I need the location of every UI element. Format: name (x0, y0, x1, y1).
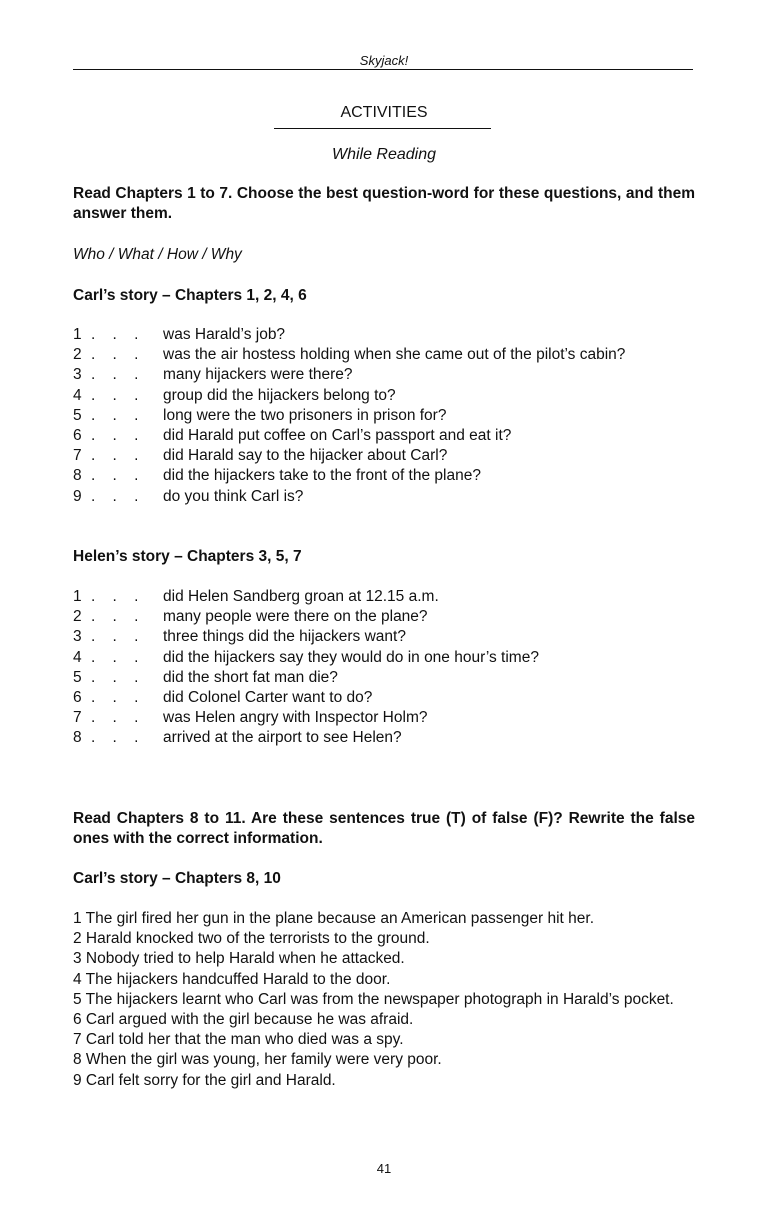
statement-item: 8 When the girl was young, her family were very poor. (73, 1051, 442, 1069)
question-item (73, 648, 713, 668)
question-item (73, 688, 713, 708)
question-item (73, 345, 713, 365)
question-item (73, 325, 713, 345)
blank-dots: . . . (91, 729, 139, 747)
statement-item: 4 The hijackers handcuffed Harald to the door. (73, 970, 391, 988)
part1-instruction: Read Chapters 1 to 7. Choose the best question-word for these questions, and them answer them. (73, 185, 695, 222)
question-text: three things did the hijackers want? (163, 628, 406, 646)
question-item (73, 365, 713, 385)
section-title: ACTIVITIES (340, 104, 428, 121)
blank-dots: . . . (91, 608, 139, 626)
question-text: did Harald put coffee on Carl’s passport and eat it? (163, 426, 512, 444)
question-number: 7 (73, 709, 82, 727)
question-item (73, 446, 713, 466)
header-rule (73, 69, 693, 70)
question-number: 1 (73, 588, 82, 605)
carl-story-heading: Carl’s story – Chapters 1, 2, 4, 6 (73, 287, 307, 304)
question-item (73, 708, 713, 728)
question-number: 8 (73, 467, 82, 485)
blank-dots: . . . (91, 426, 139, 444)
question-text: was Helen angry with Inspector Holm? (163, 709, 428, 727)
blank-dots: . . . (91, 628, 139, 646)
running-header: Skyjack! (359, 53, 409, 68)
blank-dots: . . . (91, 447, 139, 465)
question-text: long were the two prisoners in prison for? (163, 406, 447, 424)
question-text: did Colonel Carter want to do? (163, 688, 373, 706)
question-number: 3 (73, 628, 82, 646)
question-number: 5 (73, 668, 82, 686)
blank-dots: . . . (91, 487, 139, 505)
question-item (73, 607, 713, 627)
blank-dots: . . . (91, 709, 139, 727)
blank-dots: . . . (91, 386, 139, 404)
question-number: 6 (73, 426, 82, 444)
statement-item: 3 Nobody tried to help Harald when he attacked. (73, 950, 405, 968)
blank-dots: . . . (91, 648, 139, 666)
section-subtitle: While Reading (331, 146, 437, 163)
question-number: 2 (73, 608, 82, 626)
helen-story-heading: Helen’s story – Chapters 3, 5, 7 (73, 548, 302, 565)
question-number: 8 (73, 729, 82, 747)
question-number: 4 (73, 648, 82, 666)
true-false-statement-list (73, 909, 713, 1091)
question-text: many people were there on the plane? (163, 608, 428, 626)
question-number: 5 (73, 406, 82, 424)
part2-instruction: Read Chapters 8 to 11. Are these sentences true (T) of false (F)? Rewrite the false ones with the correct information. (73, 810, 695, 847)
question-words: Who / What / How / Why (73, 246, 242, 263)
statement-item: 6 Carl argued with the girl because he was afraid. (73, 1010, 414, 1028)
question-text: was the air hostess holding when she came out of the pilot’s cabin? (163, 346, 626, 364)
question-text: group did the hijackers belong to? (163, 386, 396, 404)
blank-dots: . . . (91, 366, 139, 384)
question-item (73, 466, 713, 486)
question-text: do you think Carl is? (163, 487, 304, 505)
question-text: did Helen Sandberg groan at 12.15 a.m. (163, 588, 439, 605)
question-number: 3 (73, 366, 82, 384)
blank-dots: . . . (91, 688, 139, 706)
question-item (73, 627, 713, 647)
question-item (73, 587, 713, 607)
question-item (73, 406, 713, 426)
blank-dots: . . . (91, 326, 139, 343)
statement-item: 5 The hijackers learnt who Carl was from the newspaper photograph in Harald’s pocket. (73, 990, 674, 1008)
section-title-rule (274, 128, 491, 129)
blank-dots: . . . (91, 588, 139, 605)
statement-item: 2 Harald knocked two of the terrorists to the ground. (73, 930, 430, 948)
blank-dots: . . . (91, 467, 139, 485)
question-item (73, 386, 713, 406)
carl-question-list (73, 325, 713, 507)
question-text: did the hijackers say they would do in one hour’s time? (163, 648, 539, 666)
question-number: 2 (73, 346, 82, 364)
statement-item: 7 Carl told her that the man who died was a spy. (73, 1031, 404, 1049)
question-text: did Harald say to the hijacker about Carl? (163, 447, 448, 465)
question-text: did the short fat man die? (163, 668, 338, 686)
question-number: 7 (73, 447, 82, 465)
question-number: 4 (73, 386, 82, 404)
question-text: arrived at the airport to see Helen? (163, 729, 402, 747)
blank-dots: . . . (91, 668, 139, 686)
question-text: did the hijackers take to the front of the plane? (163, 467, 481, 485)
blank-dots: . . . (91, 406, 139, 424)
question-number: 1 (73, 326, 82, 343)
blank-dots: . . . (91, 346, 139, 364)
question-item (73, 487, 713, 507)
statement-item: 1 The girl fired her gun in the plane because an American passenger hit her. (73, 910, 595, 927)
question-number: 9 (73, 487, 82, 505)
helen-question-list (73, 587, 713, 749)
question-text: many hijackers were there? (163, 366, 353, 384)
question-item (73, 426, 713, 446)
statement-item: 9 Carl felt sorry for the girl and Harald. (73, 1071, 336, 1089)
question-number: 6 (73, 688, 82, 706)
question-item (73, 668, 713, 688)
carl-story-heading-part2: Carl’s story – Chapters 8, 10 (73, 870, 281, 887)
page-number: 41 (376, 1161, 392, 1176)
question-text: was Harald’s job? (163, 326, 286, 343)
question-item (73, 728, 713, 748)
